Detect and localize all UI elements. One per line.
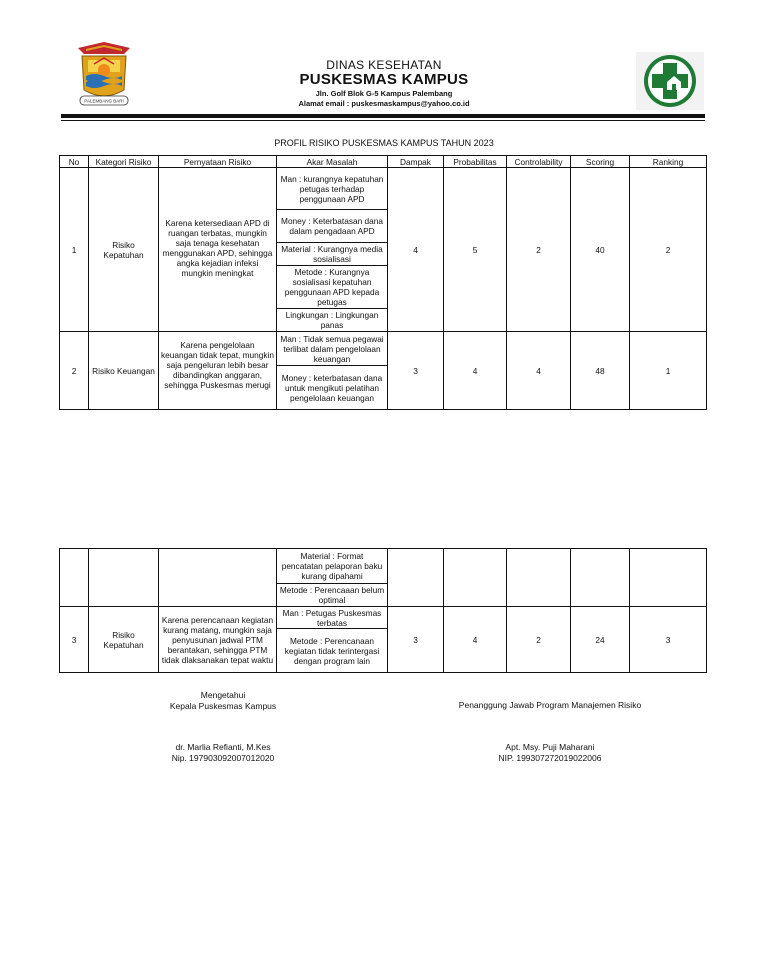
risk-statement [159, 549, 277, 607]
ranking-value: 2 [630, 168, 707, 332]
root-cause: Man : kurangnya kepatuhan petugas terhadap penggunaan APD [277, 168, 388, 210]
scoring-value: 48 [571, 332, 630, 410]
risk-statement: Karena perencanaan kegiatan kurang matang, mungkin saja penyusunan jadwal PTM berantakan, sehingga PTM tidak dlaksanakan tepat waktu [159, 607, 277, 673]
column-header: Controlability [507, 156, 571, 168]
risk-category: Risiko Keuangan [89, 332, 159, 410]
risk-category [89, 549, 159, 607]
scoring-value: 40 [571, 168, 630, 332]
impact-value [388, 549, 444, 607]
root-cause: Metode : Perencaaan belum optimal [277, 584, 388, 607]
root-cause: Money : keterbatasan dana untuk mengikuti pelatihan pengelolaan keuangan [277, 366, 388, 410]
document-title: PROFIL RISIKO PUSKESMAS KAMPUS TAHUN 2023 [274, 138, 494, 148]
risk-profile-table-continued [59, 548, 707, 673]
signature-left-line2: Kepala Puskesmas Kampus [169, 700, 277, 711]
column-header: Scoring [571, 156, 630, 168]
row-number: 3 [60, 607, 89, 673]
root-cause: Metode : Perencanaan kegiatan tidak terintergasi dengan program lain [277, 629, 388, 673]
table-row [60, 607, 707, 629]
table-row [60, 332, 707, 366]
column-header: No [60, 156, 89, 168]
root-cause: Material : Format pencatatan pelaporan baku kurang dipahami [277, 549, 388, 584]
puskesmas-logo [636, 52, 704, 110]
impact-value: 3 [388, 607, 444, 673]
probability-value: 5 [444, 168, 507, 332]
row-number: 2 [60, 332, 89, 410]
row-number: 1 [60, 168, 89, 332]
controllability-value: 2 [507, 607, 571, 673]
table-row [60, 549, 707, 584]
controllability-value: 2 [507, 168, 571, 332]
column-header: Ranking [630, 156, 707, 168]
root-cause: Money : Keterbatasan dana dalam pengadaan APD [277, 210, 388, 243]
row-number [60, 549, 89, 607]
ranking-value: 1 [630, 332, 707, 410]
header-rule-thin [61, 120, 705, 121]
scoring-value: 24 [571, 607, 630, 673]
controllability-value: 4 [507, 332, 571, 410]
risk-category: Risiko Kepatuhan [89, 168, 159, 332]
signature-right-line1: Penanggung Jawab Program Manajemen Risiko [458, 700, 642, 710]
table-header-row [60, 156, 707, 168]
root-cause: Lingkungan : Lingkungan panas [277, 309, 388, 332]
signature-left-name: dr. Marlia Refianti, M.Kes [175, 742, 271, 752]
controllability-value [507, 549, 571, 607]
signature-right-label [440, 700, 660, 711]
clinic-email: Alamat email : puskesmaskampus@yahoo.co.id [298, 99, 470, 108]
probability-value: 4 [444, 607, 507, 673]
probability-value: 4 [444, 332, 507, 410]
risk-statement: Karena ketersediaan APD di ruangan terbatas, mungkin saja tenaga kesehatan menggunakan APD, sehingga angka kejadian infeksi mungkin meningkat [159, 168, 277, 332]
scoring-value [571, 549, 630, 607]
root-cause: Metode : Kurangnya sosialisasi kepatuhan penggunaan APD kepada petugas [277, 266, 388, 309]
root-cause: Man : Tidak semua pegawai terlibat dalam pengelolaan keuangan [277, 332, 388, 366]
risk-category: Risiko Kepatuhan [89, 607, 159, 673]
root-cause: Man : Petugas Puskesmas terbatas [277, 607, 388, 629]
ranking-value [630, 549, 707, 607]
clinic-name: PUSKESMAS KAMPUS [299, 71, 469, 88]
table-row [60, 168, 707, 210]
signature-left-line1: Mengetahui [200, 690, 246, 700]
risk-profile-table [59, 155, 707, 410]
clinic-address: Jln. Golf Blok G-5 Kampus Palembang [315, 89, 453, 98]
column-header: Probabilitas [444, 156, 507, 168]
root-cause: Material : Kurangnya media sosialisasi [277, 243, 388, 266]
signature-right-block [440, 742, 660, 763]
column-header: Kategori Risiko [89, 156, 159, 168]
signature-left-block [150, 742, 296, 763]
signature-left-nip: Nip. 197903092007012020 [171, 752, 275, 763]
signature-left-label [150, 690, 296, 711]
palembang-city-logo [74, 40, 134, 112]
signature-right-name: Apt. Msy. Puji Maharani [505, 742, 595, 752]
ranking-value: 3 [630, 607, 707, 673]
column-header: Akar Masalah [277, 156, 388, 168]
office-name: DINAS KESEHATAN [326, 58, 442, 72]
svg-text:PALEMBANG BARI: PALEMBANG BARI [84, 98, 124, 104]
signature-right-nip: NIP. 199307272019022006 [498, 752, 602, 763]
impact-value: 3 [388, 332, 444, 410]
column-header: Pernyataan Risiko [159, 156, 277, 168]
probability-value [444, 549, 507, 607]
header-rule-thick [61, 114, 705, 118]
impact-value: 4 [388, 168, 444, 332]
column-header: Dampak [388, 156, 444, 168]
risk-statement: Karena pengelolaan keuangan tidak tepat, mungkin saja pengeluran lebih besar dibandingkan anggaran, sehingga Puskesmas merugi [159, 332, 277, 410]
